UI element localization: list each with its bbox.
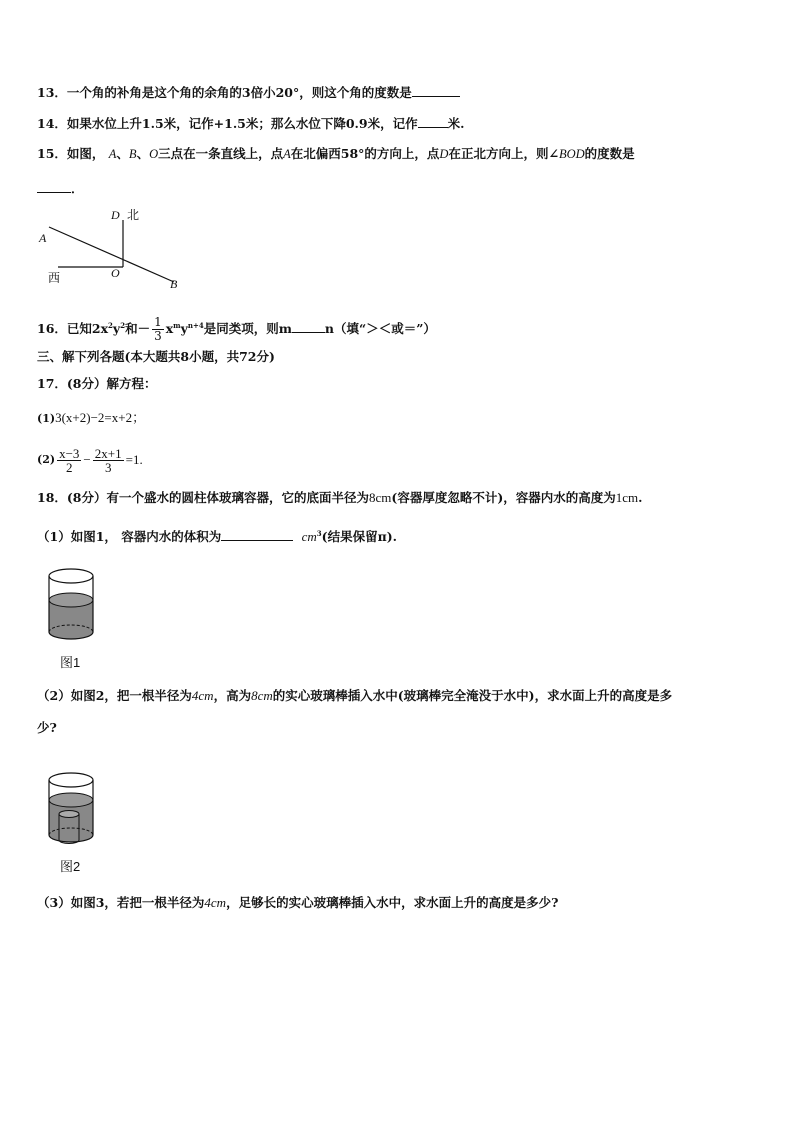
- q18-2-radius: 4cm: [191, 688, 214, 703]
- fig15-label-north: 北: [127, 208, 140, 222]
- q17-num2: 2x+1: [94, 445, 122, 461]
- q13-text: 13．一个角的补角是这个角的余角的3倍小20°，则这个角的度数是: [37, 85, 412, 100]
- q16-exp: m: [173, 321, 181, 330]
- q17-num1: x−3: [59, 445, 80, 461]
- q17-minus: −: [83, 452, 91, 467]
- q18-2-part: 的实心玻璃棒插入水中(玻璃棒完全淹没于水中)，求水面上升的高度是多: [272, 688, 673, 703]
- q15-point-a: A: [108, 147, 117, 161]
- q14-unit: 米.: [447, 116, 465, 131]
- q18-3-radius: 4cm: [204, 895, 227, 910]
- figure-1-caption: 图1: [60, 655, 81, 670]
- q17-den1: 2: [66, 459, 73, 475]
- q15-point-a: A: [283, 147, 291, 161]
- question-18-3: [37, 895, 558, 911]
- q14-text: 14．如果水位上升1.5米，记作+1.5米；那么水位下降0.9米，记作: [37, 116, 418, 131]
- q16-part: y: [180, 321, 188, 336]
- q17-eq2-label: (2): [37, 453, 56, 466]
- q18-2-part: ，高为: [213, 688, 252, 703]
- q16-part: x: [165, 321, 174, 336]
- q15-sep: 、: [136, 146, 150, 161]
- q16-part: 和－: [125, 321, 151, 336]
- q15-part: 的度数是: [584, 146, 635, 161]
- q16-part: 是同类项，则m: [203, 321, 292, 336]
- q16-part: n（填“＞＜或＝”）: [324, 321, 436, 336]
- q18-1-part: （1）如图1， 容器内水的体积为: [37, 529, 222, 544]
- q15-part: 15．如图，: [37, 146, 105, 161]
- q15-part: 三点在一条直线上，点: [158, 146, 284, 161]
- fig15-label-a: A: [39, 231, 47, 245]
- q17-eq1-label: (1): [37, 412, 56, 425]
- q15-end: ．: [71, 181, 84, 196]
- figure-2-caption: 图2: [60, 859, 81, 874]
- q18-2-cont-text: 少?: [37, 720, 57, 735]
- q18-1-unit-exp: 3: [316, 529, 322, 538]
- q16-part: 16．已知2x: [37, 321, 109, 336]
- q15-angle: BOD: [558, 147, 585, 161]
- q18-2-height: 8cm: [251, 688, 273, 703]
- q18-radius: 8cm: [369, 490, 392, 505]
- fig15-label-b: B: [170, 277, 178, 291]
- q16-frac-num: 1: [154, 315, 162, 329]
- q15-part: 在北偏西58°的方向上，点: [290, 146, 440, 161]
- q16-exp: n+4: [187, 321, 204, 330]
- q18-2-part: （2）如图2，把一根半径为: [37, 688, 192, 703]
- fig15-label-west: 西: [48, 271, 61, 285]
- q16-frac-den: 3: [154, 329, 162, 343]
- q18-part: (容器厚度忽略不计)，容器内水的高度为: [391, 490, 616, 505]
- q17-den2: 3: [104, 459, 112, 475]
- q15-point-d: D: [439, 147, 449, 161]
- q18-3-part: ，足够长的实心玻璃棒插入水中，求水面上升的高度是多少?: [226, 895, 559, 910]
- q18-1-unit: cm: [301, 529, 317, 544]
- fig15-label-d: D: [111, 208, 120, 222]
- q17-title: 17．(8分）解方程：: [37, 376, 157, 391]
- q15-point-b: B: [128, 147, 137, 161]
- q17-rhs: =1.: [125, 452, 143, 467]
- q16-exp: 2: [108, 321, 113, 330]
- q18-1-part: (结果保留π).: [321, 529, 397, 544]
- q18-part: 18．(8分）有一个盛水的圆柱体玻璃容器，它的底面半径为: [37, 490, 370, 505]
- q16-exp: 2: [120, 321, 126, 330]
- q15-sep: 、: [116, 146, 129, 161]
- q18-part: .: [638, 490, 643, 505]
- fig15-label-o: O: [111, 266, 120, 280]
- q17-eq1: 3(x+2)−2=x+2；: [55, 410, 146, 425]
- q18-height: 1cm: [615, 490, 639, 505]
- q18-3-part: （3）如图3，若把一根半径为: [37, 895, 205, 910]
- q16-part: y: [112, 321, 121, 336]
- section3-text: 三、解下列各题(本大题共8小题，共72分): [37, 349, 275, 364]
- q15-point-o: O: [149, 147, 159, 161]
- q15-part: 在正北方向上，则∠: [448, 146, 559, 161]
